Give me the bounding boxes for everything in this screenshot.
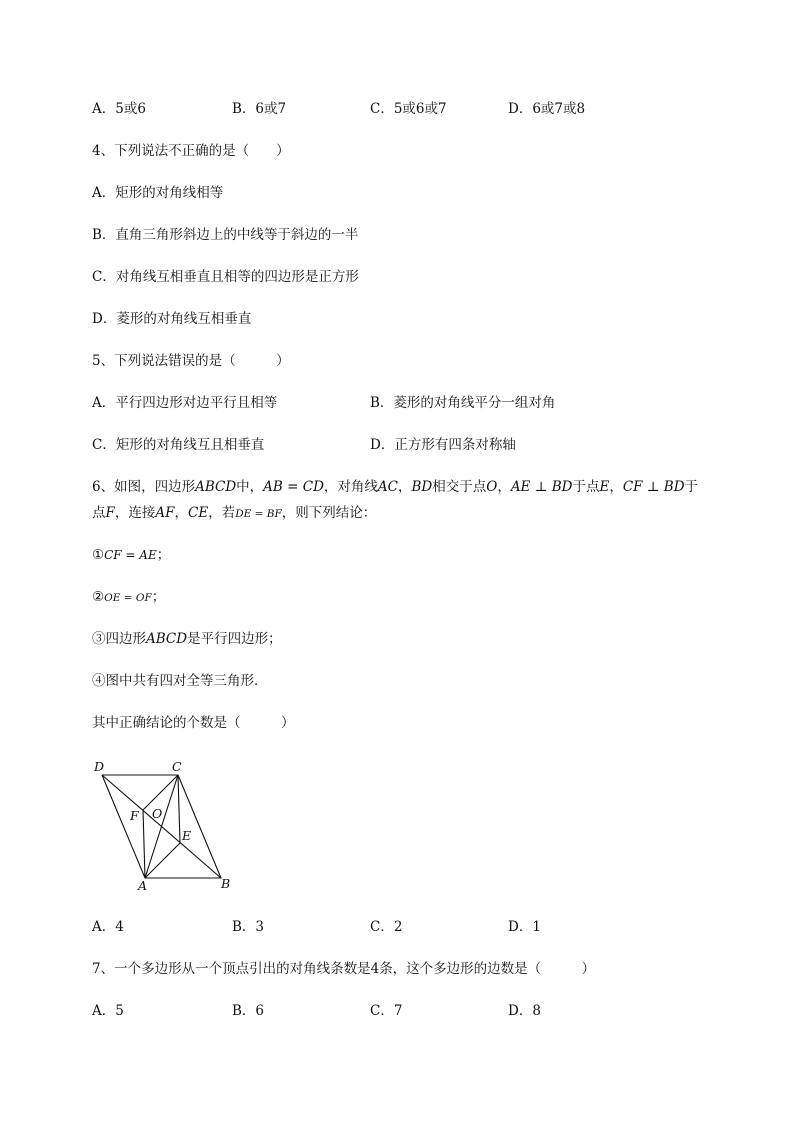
q6-option-a: A．4 [92, 919, 124, 935]
text: 于 [684, 479, 699, 495]
text: ； [156, 547, 171, 563]
math: CE [188, 505, 209, 521]
math: DE = BF [235, 508, 282, 520]
q3-option-d: D．6或7或8 [508, 101, 586, 117]
text: ② [92, 589, 105, 605]
q7-option-b: B．6 [232, 1003, 265, 1019]
q6-option-b: B．3 [232, 919, 265, 935]
math: E [599, 479, 610, 495]
q4-option-b: B．直角三角形斜边上的中线等于斜边的一半 [92, 227, 359, 243]
segment-ce [178, 775, 180, 843]
q5-option-c: C．矩形的对角线互且相垂直 [92, 437, 265, 453]
math: OE = OF [104, 592, 152, 604]
q6-conclusion-1 [92, 545, 170, 565]
q3-option-a: A．5或6 [92, 101, 146, 117]
text: 是平行四边形； [187, 631, 282, 647]
q5-stem: 5、下列说法错误的是（ ） [92, 353, 290, 369]
math: BD [411, 479, 433, 495]
text: 6、如图，四边形 [92, 479, 196, 495]
q4-option-a: A．矩形的对角线相等 [92, 185, 224, 201]
text: 相交于点 [432, 479, 487, 495]
math: ABCD [195, 479, 237, 495]
text: ，则下列结论： [281, 505, 377, 521]
label-a: A [138, 878, 148, 893]
q7-option-a: A．5 [92, 1003, 124, 1019]
math: ABCD [146, 631, 188, 647]
label-d: D [94, 759, 105, 774]
text: ，连接 [114, 505, 156, 521]
label-b: B [221, 876, 231, 891]
q6-option-d: D．1 [508, 919, 541, 935]
q6-conclusion-2 [92, 587, 165, 608]
q6-option-c: C．2 [370, 919, 403, 935]
q6-conclusion-3 [92, 629, 282, 649]
label-f: F [130, 808, 139, 823]
math: AC [377, 479, 398, 495]
math: O [486, 479, 498, 495]
q6-question: 其中正确结论的个数是（ ） [92, 715, 295, 731]
q5-option-a: A．平行四边形对边平行且相等 [92, 395, 278, 411]
text: ， [397, 479, 412, 495]
text: ， [497, 479, 511, 495]
q6-stem-line1 [92, 477, 698, 497]
q7-option-d: D．8 [508, 1003, 541, 1019]
q6-conclusion-4: ④图中共有四对全等三角形． [92, 673, 268, 689]
diagonal-bd [102, 775, 221, 878]
q7-stem [92, 959, 595, 979]
q4-option-d: D．菱形的对角线互相垂直 [92, 311, 252, 327]
text: 于点 [572, 479, 600, 495]
text: ； [151, 589, 166, 605]
q3-option-b: B．6或7 [232, 101, 287, 117]
q3-option-c: C．5或6或7 [370, 101, 447, 117]
segment-af [143, 810, 145, 878]
math: AF [155, 505, 175, 521]
math: CF = AE [104, 548, 157, 562]
q7-option-c: C．7 [370, 1003, 403, 1019]
math: AB = CD [263, 479, 324, 495]
text: 点 [92, 505, 106, 521]
text: ③四边形 [92, 631, 146, 647]
label-o: O [152, 806, 163, 821]
label-e: E [182, 828, 192, 843]
q4-stem: 4、下列说法不正确的是（ ） [92, 143, 290, 159]
text: ，对角线 [323, 479, 378, 495]
text: 7、一个多边形从一个顶点引出的对角线条数是 [92, 961, 371, 977]
q5-option-b: B．菱形的对角线平分一组对角 [370, 395, 556, 411]
text: ，若 [208, 505, 236, 521]
q6-figure [88, 758, 248, 898]
math: 4 [370, 961, 380, 977]
text: ， [174, 505, 188, 521]
q6-stem-line2 [92, 503, 376, 524]
math: AE ⊥ BD [510, 479, 573, 495]
text: ① [92, 547, 105, 563]
math: CF ⊥ BD [622, 479, 685, 495]
q5-option-d: D．正方形有四条对称轴 [370, 437, 516, 453]
text: 中， [236, 479, 264, 495]
text: 条，这个多边形的边数是（ ） [379, 961, 596, 977]
math: F [105, 505, 115, 521]
label-c: C [172, 759, 182, 774]
q4-option-c: C．对角线互相垂直且相等的四边形是正方形 [92, 269, 359, 285]
text: ， [609, 479, 623, 495]
